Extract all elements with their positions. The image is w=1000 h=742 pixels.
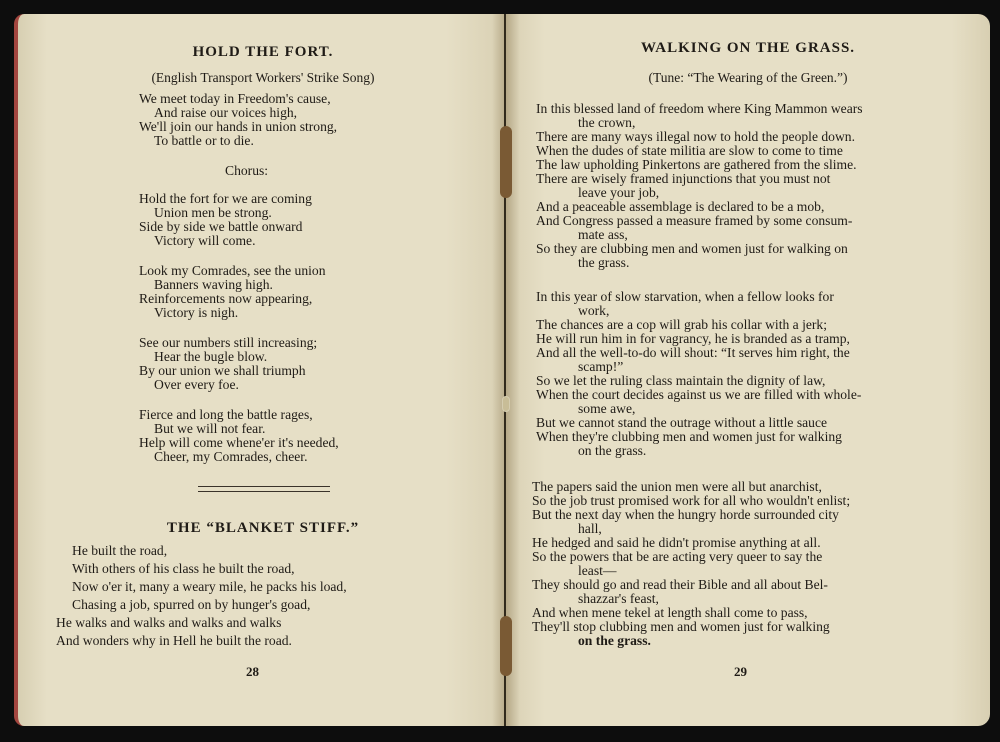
verse-line: shazzar's feast, (578, 591, 659, 606)
verse-line: And raise our voices high, (154, 105, 298, 120)
verse-line: So they are clubbing men and women just for walking on (536, 241, 848, 256)
chorus-line: Union men be strong. (154, 205, 272, 220)
verse-line: When they're clubbing men and women just for walking (536, 429, 842, 444)
verse-line: the grass. (578, 255, 630, 270)
verse-line: So the powers that be are acting very queer to say the (532, 549, 823, 564)
verse-line: on the grass. (578, 443, 647, 458)
verse-line: Hear the bugle blow. (154, 349, 268, 364)
verse-line: And Congress passed a measure framed by some consum- (536, 213, 853, 228)
verse-line: leave your job, (578, 185, 660, 200)
verse-line: By our union we shall triumph (139, 363, 306, 378)
verse-line: the crown, (578, 115, 636, 130)
chorus-line: Hold the fort for we are coming (139, 191, 312, 206)
verse-line: We'll join our hands in union strong, (139, 119, 338, 134)
verse-line: In this year of slow starvation, when a fellow looks for (536, 289, 834, 304)
song-title: HOLD THE FORT. (192, 44, 334, 60)
poem-line: With others of his class he built the road, (72, 561, 295, 576)
verse-line: And a peaceable assemblage is declared to be a mob, (536, 199, 825, 214)
binding-glue-stain (500, 126, 512, 198)
verse-line: In this blessed land of freedom where King Mammon wears (536, 101, 863, 116)
left-page (14, 14, 504, 726)
verse-line: And all the well-to-do will shout: “It serves him right, the (536, 345, 850, 360)
verse-line: on the grass. (578, 633, 651, 648)
verse-line: When the dudes of state militia are slow to come to time (536, 143, 843, 158)
verse-line: But the next day when the hungry horde surrounded city (532, 507, 839, 522)
chorus-line: Side by side we battle onward (139, 219, 303, 234)
verse-line: He hedged and said he didn't promise anything at all. (532, 535, 821, 550)
verse-line: There are many ways illegal now to hold the people down. (536, 129, 855, 144)
chorus-label: Chorus: (225, 163, 269, 178)
chorus-line: Victory will come. (154, 233, 256, 248)
verse-line: He will run him in for vagrancy, he is branded as a tramp, (536, 331, 850, 346)
verse-line: mate ass, (578, 227, 628, 242)
verse-line: Look my Comrades, see the union (139, 263, 326, 278)
right-page (506, 14, 990, 726)
verse-line: To battle or to die. (154, 133, 254, 148)
verse-line: Over every foe. (154, 377, 239, 392)
page-number: 29 (734, 664, 747, 679)
open-songbook (14, 14, 990, 726)
binding-glue-stain (500, 616, 512, 676)
poem-line: He walks and walks and walks and walks (56, 615, 282, 630)
poem-line: And wonders why in Hell he built the road. (56, 633, 292, 648)
verse-line: The papers said the union men were all but anarchist, (532, 479, 822, 494)
verse-line: Reinforcements now appearing, (139, 291, 313, 306)
verse-line: some awe, (578, 401, 636, 416)
verse-line: Victory is nigh. (154, 305, 239, 320)
verse-line: Banners waving high. (154, 277, 273, 292)
poem-line: He built the road, (72, 543, 168, 558)
verse-line: See our numbers still increasing; (139, 335, 318, 350)
song-title: WALKING ON THE GRASS. (640, 40, 856, 56)
verse-line: We meet today in Freedom's cause, (139, 91, 331, 106)
verse-line: But we cannot stand the outrage without a little sauce (536, 415, 828, 430)
binding-thread (502, 396, 510, 412)
verse-line: work, (578, 303, 610, 318)
verse-line: least— (578, 563, 617, 578)
verse-line: hall, (578, 521, 602, 536)
verse-line: So we let the ruling class maintain the dignity of law, (536, 373, 826, 388)
verse-line: They should go and read their Bible and all about Bel- (532, 577, 828, 592)
verse-line: But we will not fear. (154, 421, 266, 436)
poem-line: Now o'er it, many a weary mile, he packs his load, (72, 579, 347, 594)
verse-line: Help will come whene'er it's needed, (139, 435, 339, 450)
verse-line: They'll stop clubbing men and women just for walking (532, 619, 830, 634)
verse-line: scamp!” (578, 359, 624, 374)
verse-line: Fierce and long the battle rages, (139, 407, 313, 422)
section-divider (198, 486, 330, 492)
verse-line: There are wisely framed injunctions that you must not (536, 171, 831, 186)
verse-line: The chances are a cop will grab his collar with a jerk; (536, 317, 828, 332)
verse-line: When the court decides against us we are filled with whole- (536, 387, 862, 402)
verse-line: The law upholding Pinkertons are gathered from the slime. (536, 157, 857, 172)
poem-title: THE “BLANKET STIFF.” (166, 520, 360, 536)
page-number: 28 (246, 664, 259, 679)
verse-line: So the job trust promised work for all who wouldn't enlist; (532, 493, 851, 508)
verse-line: And when mene tekel at length shall come to pass, (532, 605, 808, 620)
poem-line: Chasing a job, spurred on by hunger's goad, (72, 597, 311, 612)
verse-line: Cheer, my Comrades, cheer. (154, 449, 308, 464)
song-subtitle: (English Transport Workers' Strike Song) (151, 70, 375, 85)
song-subtitle: (Tune: “The Wearing of the Green.”) (648, 70, 848, 85)
